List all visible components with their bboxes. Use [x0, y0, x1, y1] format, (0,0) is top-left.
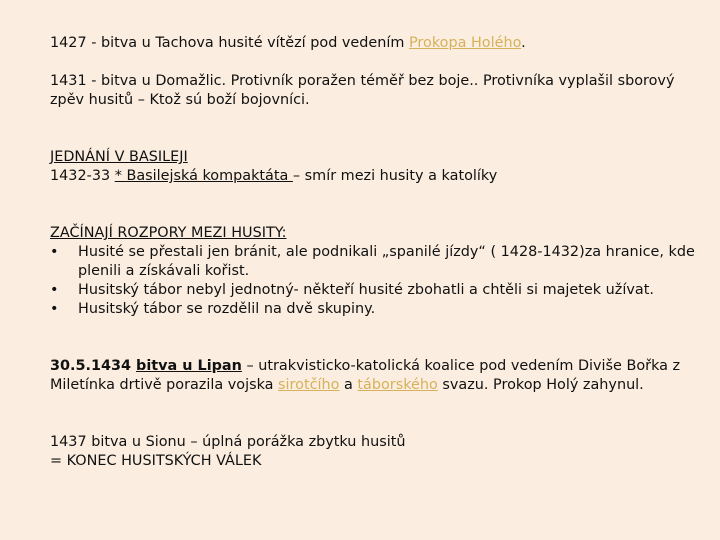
- year-1432-33: 1432-33: [50, 168, 115, 184]
- term-basilejska-kompaktata: * Basilejská kompaktáta: [114, 168, 293, 184]
- list-item: [50, 243, 700, 281]
- date-1434: 30.5.1434: [50, 358, 137, 374]
- list-item: [50, 300, 700, 319]
- paragraph-1431: 1431 - bitva u Domažlic. Protivník poražen téměř bez boje.. Protivníka vyplašil sborový zpěv husitů – Ktož sú boží bojovníci.: [50, 73, 675, 108]
- section-rozpory: [50, 224, 700, 319]
- text-and: a: [339, 377, 358, 393]
- bullet-list: [50, 243, 700, 319]
- heading-jednani-v-basileji: JEDNÁNÍ V BASILEJI: [50, 149, 188, 165]
- list-item-text: Husité se přestali jen bránit, ale podnikali „spanilé jízdy“ ( 1428-1432)za hranice, kde plenili a získávali kořist.: [78, 244, 695, 279]
- list-item: [50, 281, 700, 300]
- text-smir: – smír mezi husity a katolíky: [292, 168, 498, 184]
- paragraph-basilej: [50, 148, 700, 186]
- paragraph-lipany: [50, 357, 700, 395]
- link-prokop-holy[interactable]: Prokopa Holého: [408, 35, 522, 51]
- period: .: [521, 35, 526, 51]
- paragraph-1427: [50, 34, 700, 53]
- paragraph-1437: [50, 433, 700, 471]
- text-coalition: – utrakvisticko-katolická koalice pod vedením Diviše Bořka z Miletínka drtivě porazila vojska: [50, 358, 681, 393]
- text-svaz: svazu. Prokop Holý zahynul.: [437, 377, 644, 393]
- text-1437: 1437 bitva u Sionu – úplná porážka zbytku husitů: [50, 434, 406, 450]
- link-sirotci[interactable]: sirotčího: [278, 377, 340, 393]
- link-taborsky[interactable]: táborského: [357, 377, 438, 393]
- heading-zacinaji-rozpory: ZAČÍNAJÍ ROZPORY MEZI HUSITY:: [50, 225, 287, 241]
- slide-content: [50, 34, 700, 471]
- battle-label: bitva u: [136, 358, 198, 374]
- bullet-icon: •: [50, 244, 59, 260]
- text-1427: 1427 - bitva u Tachova husité vítězí pod vedením: [50, 35, 409, 51]
- text-konec-valek: = KONEC HUSITSKÝCH VÁLEK: [50, 453, 262, 469]
- list-item-text: Husitský tábor se rozdělil na dvě skupiny.: [78, 301, 376, 317]
- bullet-icon: •: [50, 282, 59, 298]
- bullet-icon: •: [50, 301, 59, 317]
- link-lipany[interactable]: Lipan: [197, 358, 242, 374]
- list-item-text: Husitský tábor nebyl jednotný- někteří husité zbohatli a chtěli si majetek užívat.: [78, 282, 654, 298]
